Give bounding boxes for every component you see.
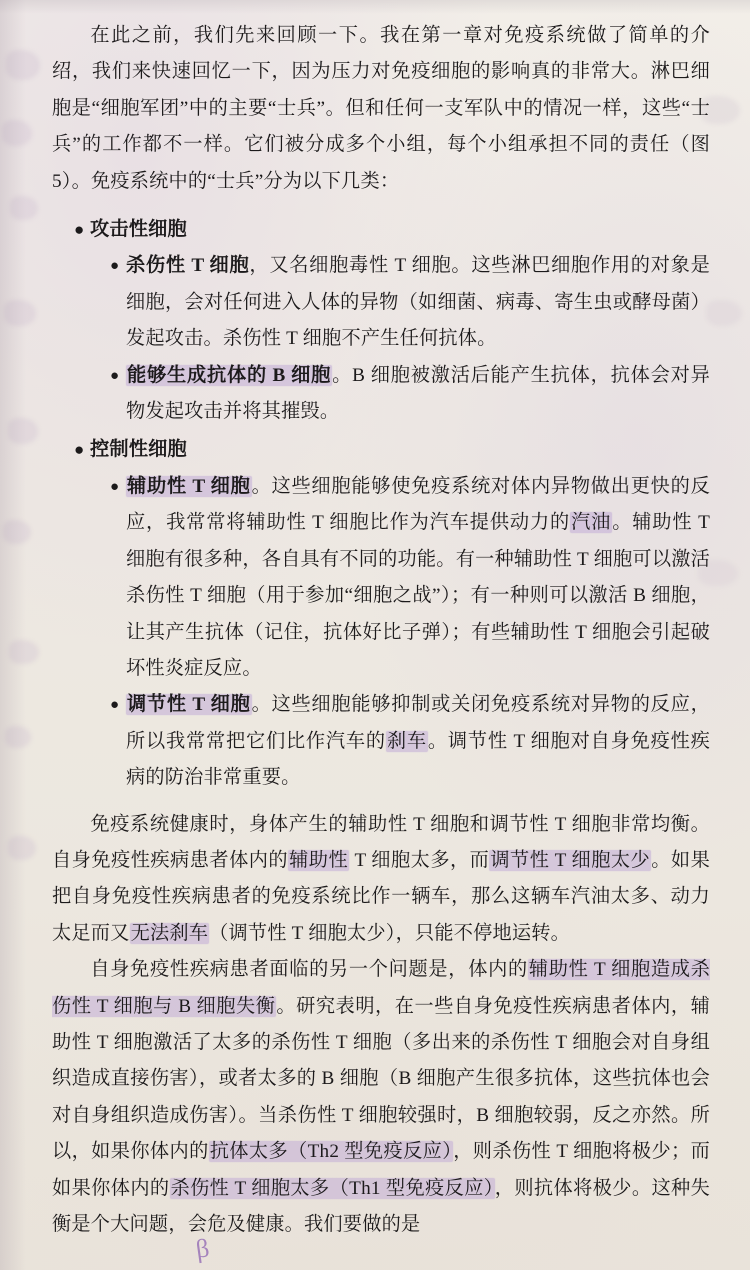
text-helper-t-cells-part2: 。辅助性 T 细胞有很多种，各自具有不同的功能。有一种辅助性 T 细胞可以激活杀伤性 T 细胞（用于参加“细胞之战”）；有一种则可以激活 B 细胞，让其产生抗体（记住，抗体好比子弹）；有些辅助性 T 细胞会引起破坏性炎症反应。 (126, 512, 710, 679)
page-edge-shadow-top (0, 0, 750, 14)
scan-blotch (8, 836, 36, 860)
run-highlight: 辅助性 T 细胞造成杀伤性 T 细胞与 B 细胞失衡 (52, 959, 710, 1017)
attack-cell-sublist (90, 248, 710, 430)
term-b-cells: 能够生成抗体的 B 细胞 (127, 364, 332, 386)
run: ，则抗体将极少。这种失衡是个大问题，会危及健康。我们要做的是 (52, 1177, 710, 1235)
bullet-icon: ● (74, 440, 85, 460)
scan-blotch (10, 196, 38, 220)
run-highlight: 抗体太多（Th2 型免疫反应） (209, 1141, 453, 1163)
scan-blotch (4, 300, 36, 326)
run: ，则杀伤性 T 细胞将极少；而如果你体内的 (52, 1141, 710, 1199)
bullet-icon: ● (110, 258, 120, 275)
run: 。如果把自身免疫性疾病患者的免疫系统比作一辆车，那么这辆车汽油太多、动力太足而又 (52, 849, 710, 944)
scan-blotch (706, 300, 742, 326)
bullet-icon: ● (110, 478, 120, 495)
list-item-control-cells (74, 432, 711, 796)
body-paragraphs (52, 807, 710, 1244)
paragraph-imbalance (52, 952, 710, 1243)
run-highlight: 辅助性 (289, 849, 349, 871)
run: （调节性 T 细胞太少），只能不停地运转。 (209, 922, 571, 944)
intro-paragraph: 在此之前，我们先来回顾一下。我在第一章对免疫系统做了简单的介绍，我们来快速回忆一下，因为压力对免疫细胞的影响真的非常大。淋巴细胞是“细胞军团”中的主要“士兵”。但和任何一支军队中的情况一样，这些“士兵”的工作都不一样。它们被分成多个小组，每个小组承担不同的责任（图 5）。免疫系统中的“士兵”分为以下几类： (52, 25, 710, 192)
text-b-cells: 。B 细胞被激活后能产生抗体，抗体会对异物发起攻击并将其摧毁。 (126, 364, 710, 423)
list-item-attack-cells (74, 212, 710, 430)
page-text-column (52, 18, 710, 1243)
text-regulatory-t-cells-part1: 。这些细胞能够抑制或关闭免疫系统对异物的反应，所以我常常把它们比作汽车的 (126, 694, 710, 752)
term-helper-t-cells: 辅助性 T 细胞 (127, 475, 251, 497)
run: 免疫系统健康时，身体产生的辅助性 T 细胞和调节性 T 细胞非常均衡。自身免疫性疾病患者体内的 (52, 813, 710, 871)
bullet-icon: ● (110, 367, 120, 384)
scan-blotch (2, 120, 32, 146)
text-killer-t-cells: ，又名细胞毒性 T 细胞。这些淋巴细胞作用的对象是细胞，会对任何进入人体的异物（如细菌、病毒、寄生虫或酵母菌）发起攻击。杀伤性 T 细胞不产生任何抗体。 (126, 255, 710, 350)
page-edge-shadow-left (0, 0, 26, 1270)
run: T 细胞太多，而 (349, 849, 490, 871)
list-item-b-cells (110, 358, 710, 431)
bullet-icon: ● (110, 697, 120, 714)
run: 自身免疫性疾病患者面临的另一个问题是，体内的 (90, 959, 528, 981)
bullet-icon: ● (74, 220, 85, 240)
scan-blotch (3, 520, 31, 544)
run: 。研究表明，在一些自身免疫性疾病患者体内，辅助性 T 细胞激活了太多的杀伤性 T 细胞（多出来的杀伤性 T 细胞会对自身组织造成直接伤害），或者太多的 B 细胞（B 细胞产生很多抗体，这些抗体也会对自身组织造成伤害）。当杀伤性 T 细胞较强时，B 细胞较弱，反之亦然。所以，如果你体内的 (52, 995, 711, 1163)
list-item-killer-t-cells (110, 248, 710, 357)
text-regulatory-t-cells-part2: 。调节性 T 细胞对自身免疫性疾病的防治非常重要。 (126, 730, 711, 789)
handwritten-annotation: β (193, 1233, 212, 1264)
highlight-gasoline: 汽油 (571, 512, 612, 534)
term-killer-t-cells: 杀伤性 T 细胞 (126, 255, 250, 277)
scan-blotch (6, 50, 40, 80)
paragraph-balance (52, 807, 710, 953)
run-highlight: 调节性 T 细胞太少 (490, 849, 651, 871)
highlight-brake: 刹车 (386, 730, 427, 752)
run-highlight: 杀伤性 T 细胞太多（Th1 型免疫反应） (170, 1177, 494, 1199)
control-cell-sublist (90, 469, 710, 797)
list-item-regulatory-t-cells (110, 687, 711, 796)
term-regulatory-t-cells: 调节性 T 细胞 (127, 694, 251, 716)
scan-blotch (9, 640, 39, 664)
section-heading: 攻击性细胞 (90, 219, 187, 241)
text-helper-t-cells-part1: 。这些细胞能够使免疫系统对体内异物做出更快的反应，我常常将辅助性 T 细胞比作为汽车提供动力的 (126, 475, 710, 534)
scan-blotch (8, 418, 38, 444)
section-heading: 控制性细胞 (90, 439, 187, 461)
list-item-helper-t-cells (110, 469, 710, 687)
scan-blotch (5, 726, 31, 748)
cell-type-list (52, 212, 710, 797)
run-highlight: 无法刹车 (130, 922, 209, 944)
